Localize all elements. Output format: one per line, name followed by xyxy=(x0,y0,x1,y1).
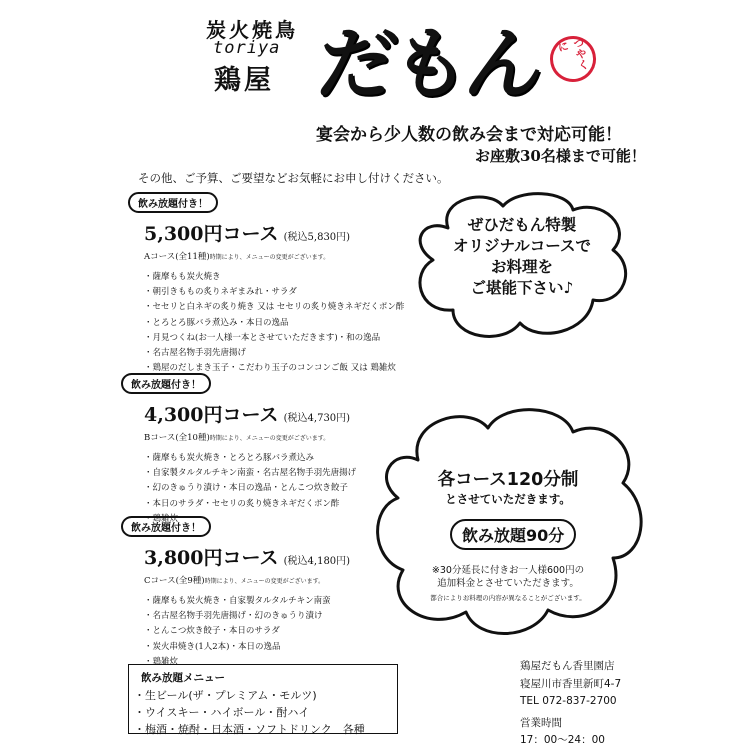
course-a xyxy=(128,192,404,376)
course-item: ・セセリと白ネギの炙り焼き 又は セセリの炙り焼きネギだくポン酢 xyxy=(144,302,405,313)
course-item: ・本日のサラダ・セセリの炙り焼きネギだくポン酢 xyxy=(144,498,340,509)
course-price: 5,300円コース xyxy=(144,223,279,245)
headline: 宴会から少人数の飲み会まで対応可能！ xyxy=(316,125,622,145)
course-item: ・とろとろ豚バラ煮込み・本日の逸品 xyxy=(144,317,289,328)
course-tax: (税込4,180円) xyxy=(283,556,351,567)
course-subnote: 時期により、メニューの変更がございます。 xyxy=(209,435,330,442)
course-subline: Bコース(全10種) xyxy=(144,433,210,443)
shop-info xyxy=(520,658,621,750)
course-price: 4,300円コース xyxy=(144,404,279,426)
course-tax: (税込4,730円) xyxy=(283,413,351,424)
course-items xyxy=(144,594,350,670)
shop-address: 寝屋川市香里新町4-7 xyxy=(520,677,622,690)
course-item: ・名古屋名物手羽先唐揚げ xyxy=(144,348,247,359)
cloud-top-line: オリジナルコースで xyxy=(453,237,591,255)
shop-name: 鶏屋だもん香里園店 xyxy=(520,660,615,672)
subheadline: お座敷30名様まで可能！ xyxy=(475,147,646,165)
drink-time-pill-wrap xyxy=(450,519,576,550)
logo-main-name: だもん xyxy=(311,20,547,110)
cloud-top-line: お料理を xyxy=(490,258,553,276)
free-drink-badge: 飲み放題付き！ xyxy=(121,373,211,394)
course-item: ・炭火串焼き(1人2本)・本日の逸品 xyxy=(144,641,281,652)
course-subnote: 時期により、メニューの変更がございます。 xyxy=(204,578,325,585)
intro-text: その他、ご予算、ご要望などお気軽にお申し付けください。 xyxy=(138,171,449,185)
extension-note xyxy=(392,564,624,590)
cloud-top-line: ご堪能下さい♪ xyxy=(470,279,574,297)
cloud-top-text xyxy=(412,215,632,299)
course-item: ・幻のきゅうり漬け・本日の逸品・とんこつ炊き餃子 xyxy=(144,483,348,494)
course-tax: (税込5,830円) xyxy=(283,232,351,243)
course-item: ・鶏雑炊 xyxy=(144,513,179,524)
course-item: ・自家製タルタルチキン南蛮・名古屋名物手羽先唐揚げ xyxy=(144,468,357,479)
course-subline: Cコース(全9種) xyxy=(144,576,205,586)
free-drink-badge: 飲み放題付き！ xyxy=(128,192,218,213)
drink-menu-item: ・梅酒・焼酎・日本酒・ソフトドリンク 各種 xyxy=(134,723,365,736)
course-c xyxy=(121,516,350,670)
shop-hours-label: 営業時間 xyxy=(520,716,562,729)
logo-genre-text: 炭火焼鳥 xyxy=(206,18,298,42)
course-item: ・鶏屋のだしまき玉子・こだわり玉子のコンコンご飯 又は 鶏雑炊 xyxy=(144,363,396,374)
logo-stamp: つやくに xyxy=(546,32,601,87)
cloud-top-line: ぜひだもん特製 xyxy=(467,216,577,234)
course-item: ・薩摩もも炭火焼き xyxy=(144,272,221,282)
course-items xyxy=(144,270,404,376)
course-subline: Aコース(全11種) xyxy=(144,252,210,262)
course-item: ・とんこつ炊き餃子・本日のサラダ xyxy=(144,626,280,637)
drink-menu-item: ・ウイスキー・ハイボール・酎ハイ xyxy=(134,706,310,719)
course-price: 3,800円コース xyxy=(144,547,279,569)
logo-shop-kanji: 鶏屋 xyxy=(214,65,274,96)
drink-time-pill: 飲み放題90分 xyxy=(450,519,576,550)
drink-menu-list xyxy=(134,687,365,738)
course-item: ・薩摩もも炭火焼き・とろとろ豚バラ煮込み xyxy=(144,453,315,463)
course-item: ・鶏雑炊 xyxy=(144,656,179,667)
course-item: ・朝引きももの炙りネギまみれ・サラダ xyxy=(144,287,297,298)
course-b xyxy=(121,373,356,527)
course-time-title: 各コース120分制 xyxy=(437,470,579,490)
drink-menu-title: 飲み放題メニュー xyxy=(141,672,225,684)
shop-hours: 17：00～24：00 xyxy=(520,734,605,746)
drink-menu-item: ・生ビール(ザ・プレミアム・モルツ) xyxy=(134,689,317,702)
course-time-sub: とさせていただきます。 xyxy=(445,492,571,506)
free-drink-badge: 飲み放題付き！ xyxy=(121,516,211,537)
extension-note-line: 追加料金とさせていただきます。 xyxy=(437,578,579,589)
course-item: ・名古屋名物手羽先唐揚げ・幻のきゅうり漬け xyxy=(144,611,323,622)
course-item: ・月見つくね(お一人様一本とさせていただきます)・和の逸品 xyxy=(144,332,381,343)
course-item: ・薩摩もも炭火焼き・自家製タルタルチキン南蛮 xyxy=(144,596,331,606)
extension-note-line: ※30分延長に付きお一人様600円の xyxy=(431,565,585,576)
menu-change-note: 都合によりお料理の内容が異なることがございます。 xyxy=(430,594,586,602)
course-subnote: 時期により、メニューの変更がございます。 xyxy=(209,254,330,261)
logo-romaji-text: toriya xyxy=(213,38,281,58)
shop-tel: TEL 072-837-2700 xyxy=(520,695,617,707)
